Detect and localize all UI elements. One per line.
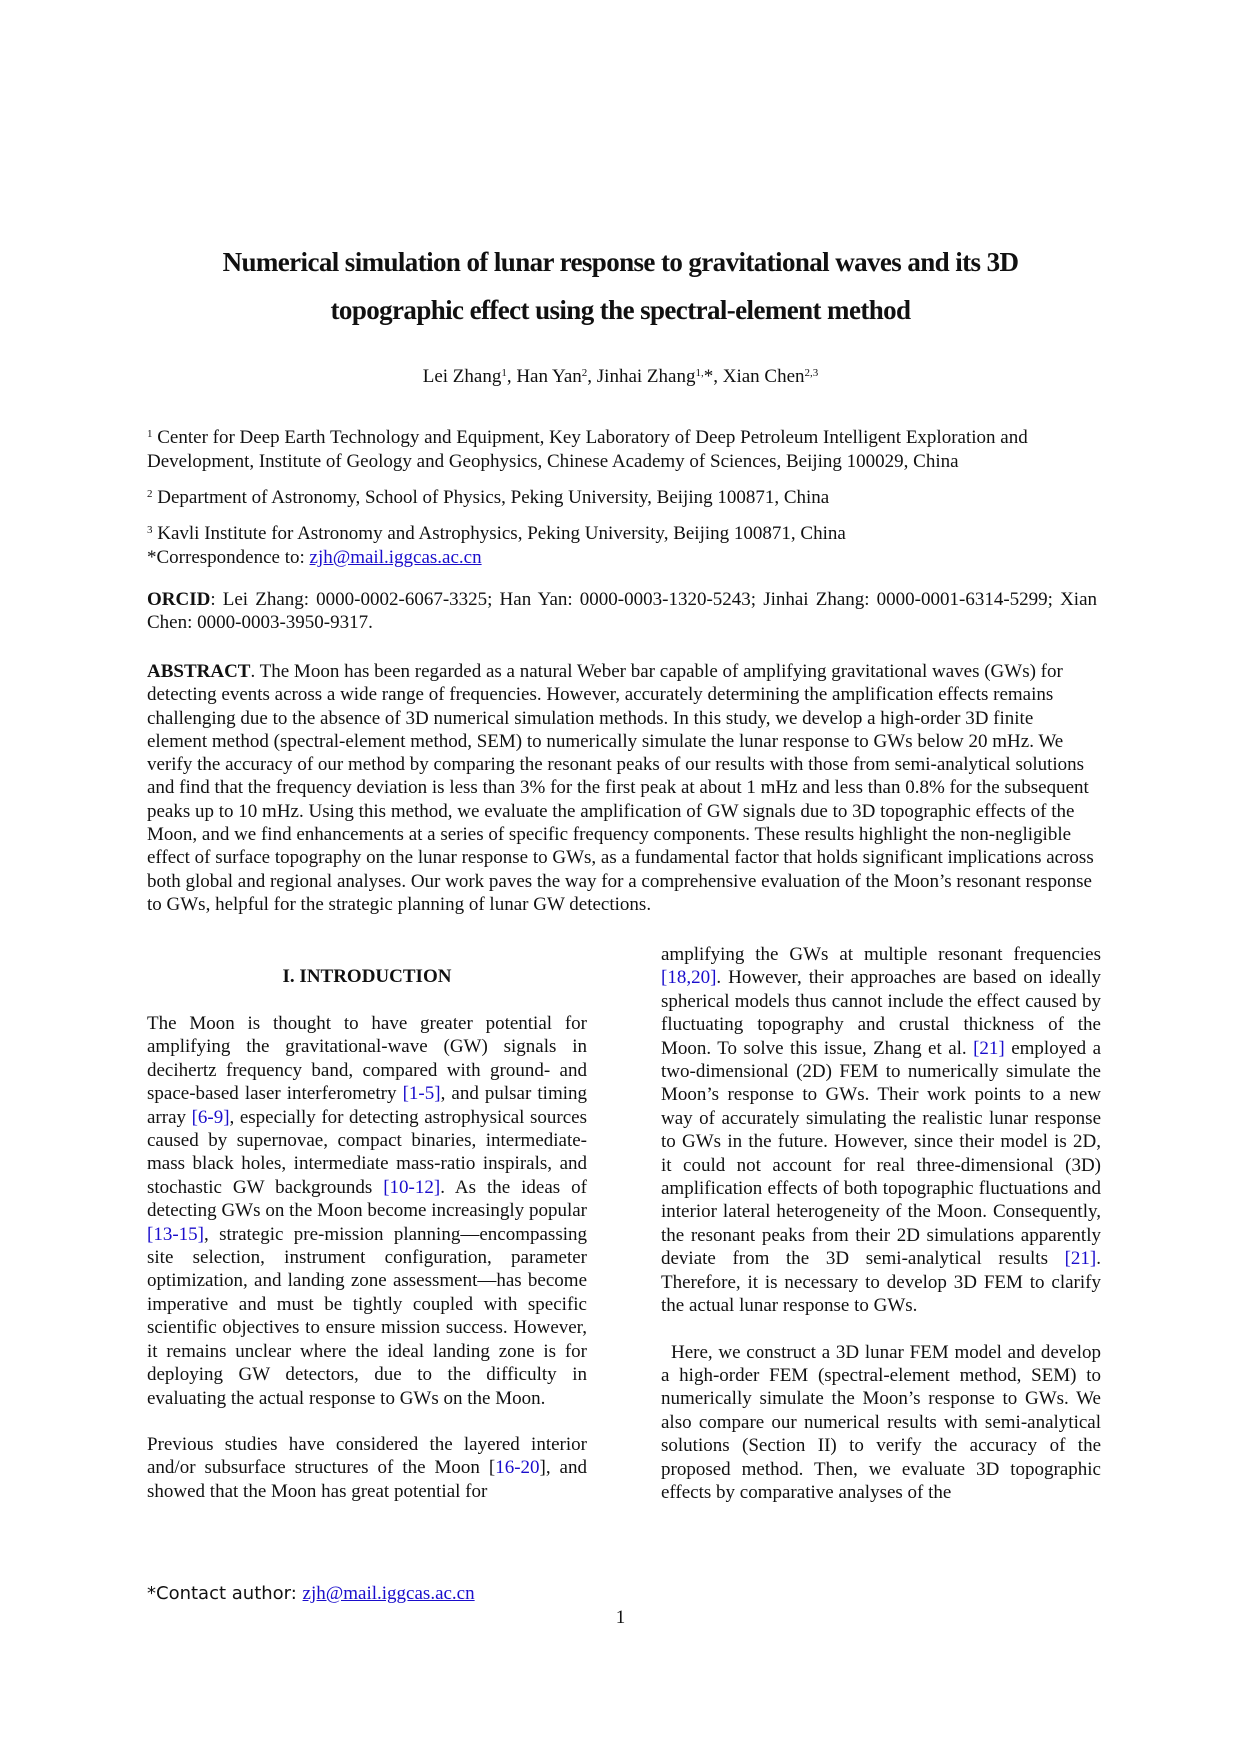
affiliation-2 <box>147 486 1097 510</box>
citation-link[interactable]: [21] <box>1064 1248 1097 1270</box>
text-span: The Moon is thought to have greater potential for amplifying the gravitational-wave (GW) signals in decihertz frequency band, compared with ground- and space-based laser interferometry <box>147 1013 587 1105</box>
author-list <box>140 364 1101 390</box>
affiliation-1 <box>147 426 1097 474</box>
title-line-2: topographic effect using the spectral-element method <box>330 295 911 325</box>
author-3: , Jinhai Zhang <box>587 366 696 387</box>
correspondence-email-link[interactable]: zjh@mail.iggcas.ac.cn <box>309 547 482 568</box>
citation-link[interactable]: [13-15] <box>147 1223 204 1245</box>
author-1-affil: 1 <box>501 367 507 379</box>
orcid-block <box>147 588 1097 634</box>
abstract-text: . The Moon has been regarded as a natural Weber bar capable of amplifying gravitational waves (GWs) for detecting events across a wide range of frequencies. However, accurately determining the amplification effects remains challenging due to the absence of 3D numerical simulation methods. In this study, we develop a high-order 3D finite element method (spectral-element method, SEM) to numerically simulate the lunar response to GWs below 20 mHz. We verify the accuracy of our method by comparing the resonant peaks of our results with those from semi-analytical solutions and find that the frequency deviation is less than 3% for the first peak at about 1 mHz and less than 0.8% for the subsequent peaks up to 10 mHz. Using this method, we evaluate the amplification of GW signals due to 3D topographic effects of the Moon, and we find enhancements at a series of specific frequency components. These results highlight the non-negligible effect of surface topography on the lunar response to GWs, as a fundamental factor that holds significant implications across both global and regional analyses. Our work paves the way for a comprehensive evaluation of the Moon’s resonant response to GWs, helpful for the strategic planning of lunar GW detections. <box>147 661 1094 915</box>
text-span: . As the ideas of detecting GWs on the Moon become increasingly popular <box>147 1176 587 1222</box>
contact-footnote <box>147 1583 475 1605</box>
affiliation-1-text: Center for Deep Earth Technology and Equipment, Key Laboratory of Deep Petroleum Intelligent Exploration and Development, Institute of Geology and Geophysics, Chinese Academy of Sciences, Beijing 100029, China <box>147 427 1028 472</box>
citation-link[interactable]: [1-5] <box>402 1083 441 1105</box>
affiliation-3-num: 3 <box>147 524 153 536</box>
corresponding-star: * <box>703 366 714 387</box>
abstract-label: ABSTRACT <box>147 661 251 682</box>
affiliation-3 <box>147 522 1097 570</box>
author-2: , Han Yan <box>506 366 582 387</box>
footnote-label: *Contact author: <box>147 1583 303 1604</box>
affiliation-3-text: Kavli Institute for Astronomy and Astrophysics, Peking University, Beijing 100871, China <box>152 523 846 544</box>
abstract-block <box>147 660 1097 916</box>
left-column <box>147 1012 587 1503</box>
text-span: . However, their approaches are based on ideally spherical models thus cannot include the effect caused by fluctuating topography and crustal thickness of the Moon. To solve this issue, Zhang et al. <box>661 967 1101 1059</box>
author-1: Lei Zhang <box>422 366 502 387</box>
author-3-affil <box>695 367 703 379</box>
citation-link[interactable]: [18,20] <box>661 967 717 989</box>
text-span: amplifying the GWs at multiple resonant frequencies <box>661 944 1101 965</box>
paragraph-gap <box>661 1318 1101 1341</box>
text-span: ], and showed that the Moon has great potential for <box>147 1457 587 1502</box>
affiliation-2-text: Department of Astronomy, School of Physics, Peking University, Beijing 100871, China <box>152 487 830 508</box>
text-span: , strategic pre-mission planning—encompassing site selection, instrument configuration, parameter optimization, and landing zone assessment—has become imperative and must be tightly coupled with specific scientific objectives to ensure mission success. However, it remains unclear where the ideal landing zone is for deploying GW detectors, due to the difficulty in evaluating the actual response to GWs on the Moon. <box>147 1223 587 1409</box>
intro-paragraph-1 <box>147 1012 587 1410</box>
orcid-label: ORCID <box>147 589 211 610</box>
author-4-affil: 2,3 <box>804 367 819 379</box>
section-heading-introduction: I. INTRODUCTION <box>282 966 452 987</box>
right-column <box>661 943 1101 1504</box>
text-span: , and pulsar timing array <box>147 1083 587 1128</box>
intro-paragraph-2 <box>147 1433 587 1503</box>
footnote-email-link[interactable]: zjh@mail.iggcas.ac.cn <box>302 1583 475 1604</box>
affiliation-1-num: 1 <box>147 428 153 440</box>
text-span: Previous studies have considered the layered interior and/or subsurface structures of the Moon [ <box>147 1433 587 1479</box>
author-2-affil: 2 <box>581 367 588 379</box>
paper-title <box>140 238 1101 334</box>
citation-link[interactable]: [10-12] <box>383 1176 441 1198</box>
intro-paragraph-3 <box>661 943 1101 1318</box>
orcid-text: : Lei Zhang: 0000-0002-6067-3325; Han Yan: 0000-0003-1320-5243; Jinhai Zhang: 0000-0001-6314-5299; Xian Chen: 0000-0003-3950-9317. <box>147 589 1097 633</box>
page-number: 1 <box>615 1607 626 1628</box>
author-3-affil-num: 1, <box>695 367 704 379</box>
correspondence-label: *Correspondence to: <box>147 547 310 568</box>
affiliation-2-num: 2 <box>147 488 153 500</box>
text-span: , especially for detecting astrophysical sources caused by supernovae, compact binaries, intermediate-mass black holes, intermediate mass-ratio inspirals, and stochastic GW backgrounds <box>147 1106 587 1198</box>
intro-paragraph-4: Here, we construct a 3D lunar FEM model and develop a high-order FEM (spectral-element method, SEM) to numerically simulate the Moon’s response to GWs. We also compare our numerical results with semi-analytical solutions (Section II) to verify the accuracy of the proposed method. Then, we evaluate 3D topographic effects by comparative analyses of the <box>661 1341 1101 1503</box>
citation-link[interactable]: [6-9] <box>191 1106 230 1128</box>
text-span: . Therefore, it is necessary to develop 3D FEM to clarify the actual lunar response to GWs. <box>661 1248 1101 1317</box>
author-4: , Xian Chen <box>713 366 805 387</box>
title-line-1: Numerical simulation of lunar response to gravitational waves and its 3D <box>222 247 1019 277</box>
citation-link[interactable]: 16-20 <box>495 1457 540 1479</box>
citation-link[interactable]: [21] <box>973 1037 1005 1059</box>
text-span: employed a two-dimensional (2D) FEM to numerically simulate the Moon’s response to GWs. Their work points to a new way of accurately simulating the realistic lunar response to GWs in the future. However, since their model is 2D, it could not account for real three-dimensional (3D) amplification effects of both topographic fluctuations and interior lateral heterogeneity of the Moon. Consequently, the resonant peaks from their 2D simulations apparently deviate from the 3D semi-analytical results <box>661 1037 1101 1270</box>
paragraph-gap <box>147 1410 587 1433</box>
